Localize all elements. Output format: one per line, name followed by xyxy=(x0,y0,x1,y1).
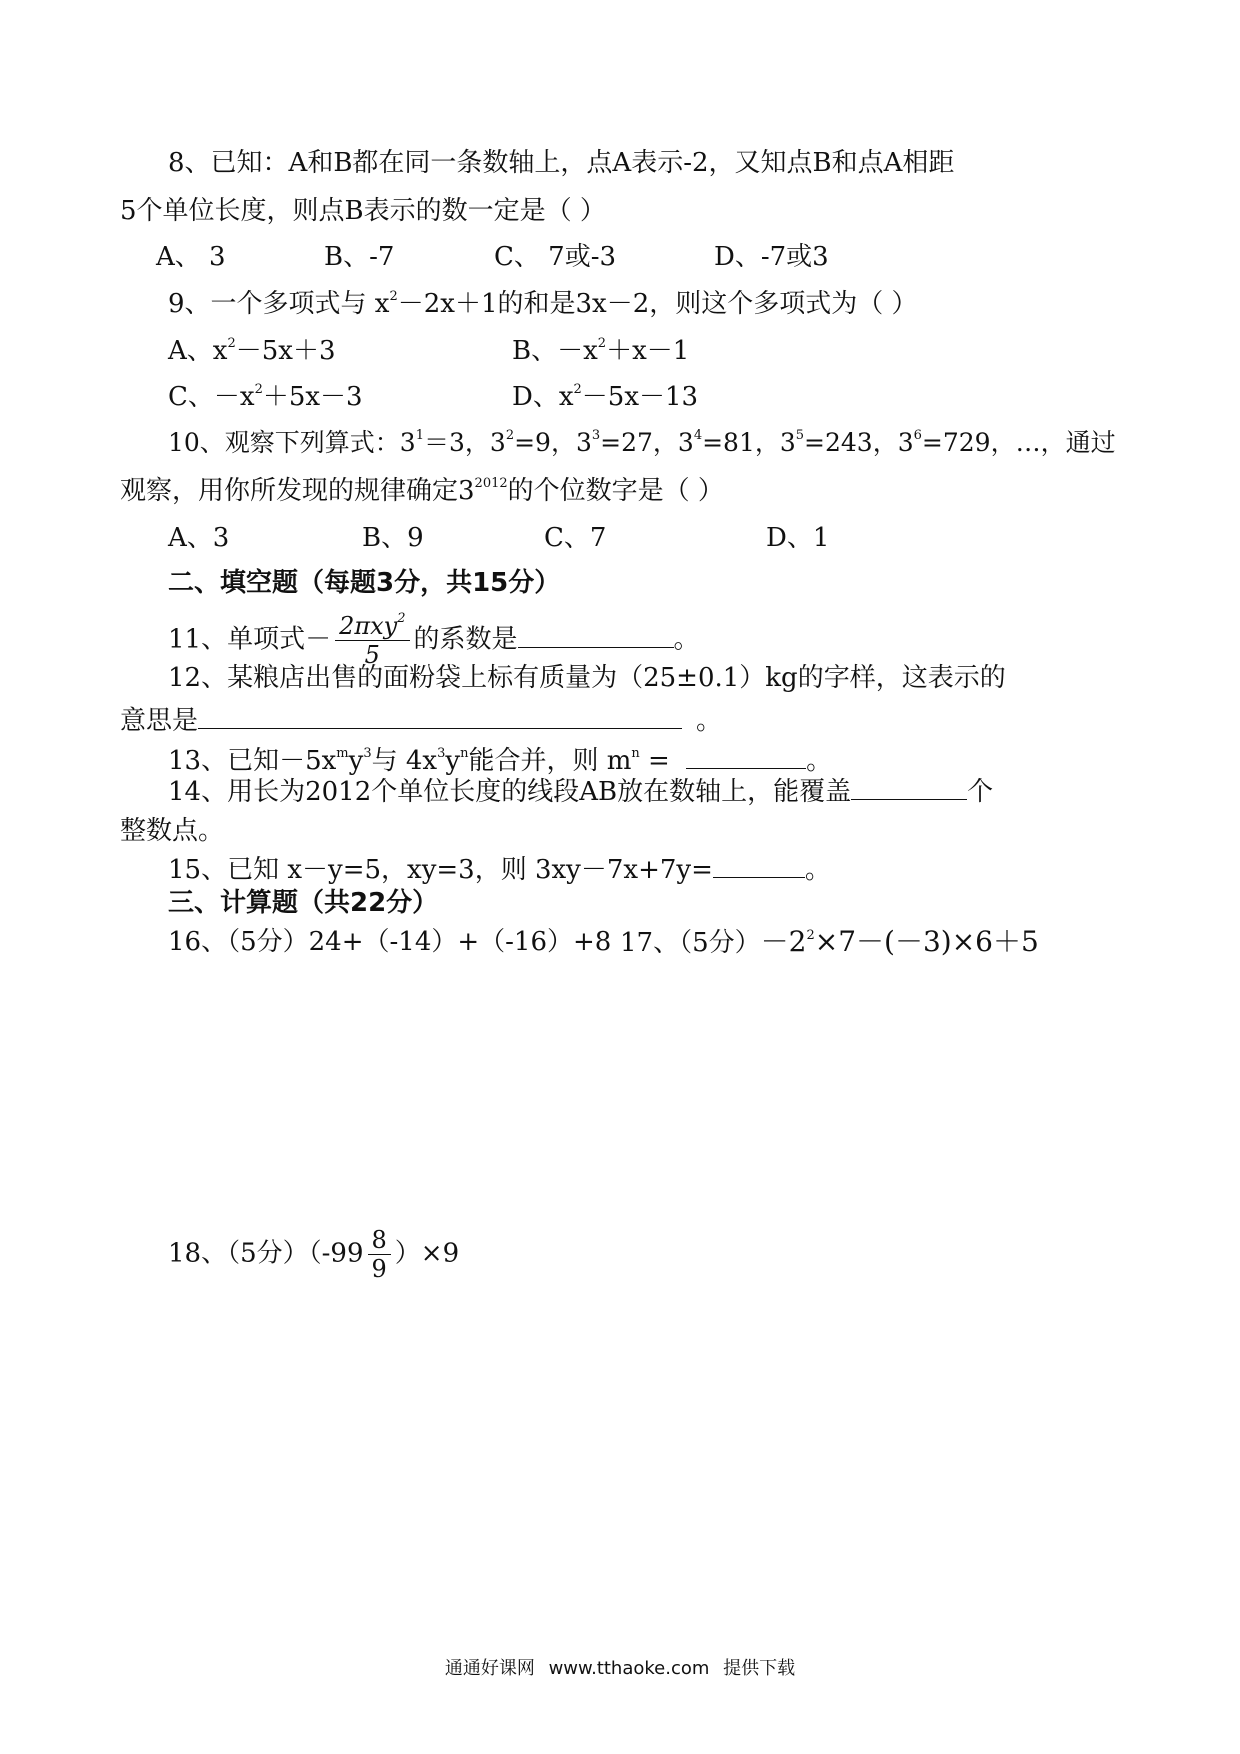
footer-site-name: 通通好课网 xyxy=(444,1658,535,1679)
section-heading-fill-blank: 二、填空题（每题3分，共15分） xyxy=(168,568,561,598)
q18-fraction: $\frac{8}{9}$ xyxy=(368,1226,391,1283)
q8-option-c: C、 7或-3 xyxy=(494,242,617,272)
q16: 16、（5分）24+（-14）+（-16）+8 xyxy=(168,927,612,957)
q9-option-c: C、$-x^2+5x-3$ xyxy=(168,382,363,412)
q11-fraction: $\frac{2\pi xy^2}{5}$ xyxy=(335,612,409,669)
q10-line1: 10、观察下列算式：$3^1=3$，$3^2=9$，$3^3=27$，$3^4=81$，$3^5=243$，$3^6=729$，…，通过 xyxy=(168,428,1116,457)
q12-answer-blank[interactable] xyxy=(198,704,682,729)
q10-option-d: D、1 xyxy=(766,523,830,553)
q17: 17、（5分）$-2^2\times 7-(-3)\times 6+5$ xyxy=(620,925,1039,958)
q9-stem: 9、一个多项式与 $x^2-2x+1$的和是3x－2，则这个多项式为（ ） xyxy=(168,289,918,319)
q8-option-a: A、 3 xyxy=(156,242,226,272)
q12-line2: 意思是 。 xyxy=(120,706,723,736)
q12-line1: 12、某粮店出售的面粉袋上标有质量为（25±0.1）kg的字样，这表示的 xyxy=(168,663,1006,693)
q14-line1: 14、用长为2012个单位长度的线段AB放在数轴上，能覆盖 个 xyxy=(168,777,994,807)
footer-url[interactable]: www.tthaoke.com xyxy=(548,1658,710,1679)
q11: 11、单项式－ $\frac{2\pi xy^2}{5}$ 的系数是 。 xyxy=(168,611,700,669)
q13-answer-blank[interactable] xyxy=(686,744,806,769)
q11-answer-blank[interactable] xyxy=(518,623,674,648)
q13: 13、已知$-5x^my^3$与 $4x^3y^n$能合并，则 $m^n$ = 。 xyxy=(168,746,833,776)
q15-answer-blank[interactable] xyxy=(713,853,805,878)
q8-line1: 8、已知：A和B都在同一条数轴上，点A表示-2，又知点B和点A相距 xyxy=(168,148,955,178)
q8-line2: 5个单位长度，则点B表示的数一定是（ ） xyxy=(120,196,606,226)
footer-tail: 提供下载 xyxy=(723,1658,796,1679)
q9-option-b: B、$-x^2+x-1$ xyxy=(512,336,690,366)
q9-option-d: D、$x^2-5x-13$ xyxy=(512,382,699,412)
q9-option-a: A、$x^2-5x+3$ xyxy=(168,336,336,366)
section-heading-calculation: 三、计算题（共22分） xyxy=(168,888,439,918)
page-footer xyxy=(0,1654,1240,1680)
q15: 15、已知 x－y=5，xy=3，则 3xy－7x+7y= 。 xyxy=(168,855,831,885)
q10-option-c: C、7 xyxy=(544,523,607,553)
q18: 18、（5分）（-99 $\frac{8}{9}$ ）×9 xyxy=(168,1226,460,1283)
q8-option-d: D、-7或3 xyxy=(714,242,829,272)
q10-option-b: B、9 xyxy=(362,523,424,553)
q8-option-b: B、-7 xyxy=(324,242,395,272)
q14-line2: 整数点。 xyxy=(120,816,225,846)
q14-answer-blank[interactable] xyxy=(851,775,967,800)
q10-option-a: A、3 xyxy=(168,523,230,553)
q10-line2: 观察，用你所发现的规律确定$3^{2012}$的个位数字是（ ） xyxy=(120,476,724,506)
